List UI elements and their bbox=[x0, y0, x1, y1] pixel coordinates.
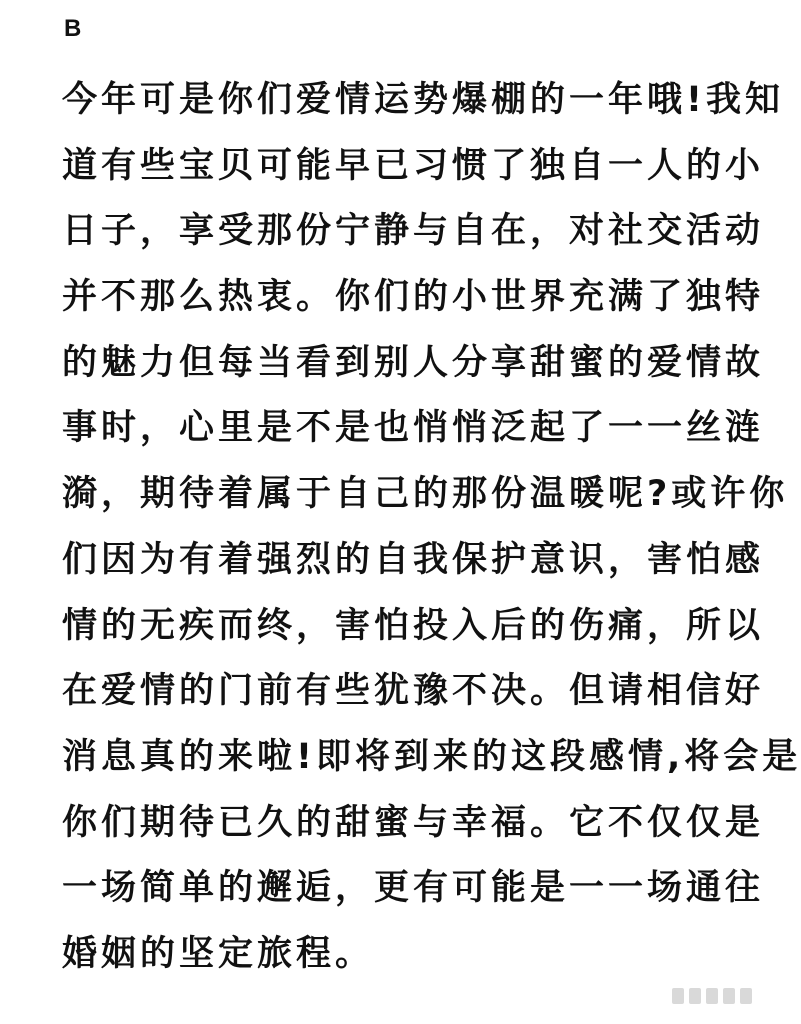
text-line: 在爱情的门前有些犹豫不决。但请相信好 bbox=[62, 671, 765, 712]
watermark-mark bbox=[706, 988, 718, 1004]
text-line: 你们期待已久的甜蜜与幸福。它不仅仅是 bbox=[62, 802, 765, 843]
text-line: 们因为有着强烈的自我保护意识，害怕感 bbox=[62, 539, 765, 580]
watermark-mark bbox=[723, 988, 735, 1004]
text-line: 并不那么热衷。你们的小世界充满了独特 bbox=[62, 277, 765, 318]
text-line: 一场简单的邂逅，更有可能是一一场通往 bbox=[62, 868, 765, 909]
watermark-mark bbox=[689, 988, 701, 1004]
text-body bbox=[62, 74, 801, 994]
text-line: 的魅力但每当看到别人分享甜蜜的爱情故 bbox=[62, 342, 765, 383]
text-line: 消息真的来啦!即将到来的这段感情,将会是 bbox=[62, 736, 801, 777]
text-line: 情的无疾而终，害怕投入后的伤痛，所以 bbox=[62, 605, 765, 646]
section-label: B bbox=[64, 15, 82, 42]
watermark-mark bbox=[672, 988, 684, 1004]
text-line: 今年可是你们爱情运势爆棚的一年哦!我知 bbox=[62, 80, 784, 120]
text-line: 婚姻的坚定旅程。 bbox=[62, 933, 375, 974]
watermark-mark bbox=[740, 988, 752, 1004]
text-line: 道有些宝贝可能早已习惯了独自一人的小 bbox=[62, 145, 765, 186]
text-line: 事时，心里是不是也悄悄泛起了一一丝涟 bbox=[62, 408, 765, 449]
text-line: 日子，享受那份宁静与自在，对社交活动 bbox=[62, 211, 765, 252]
watermark-logo bbox=[672, 988, 752, 1004]
text-line: 漪，期待着属于自己的那份温暖呢?或许你 bbox=[62, 474, 789, 515]
